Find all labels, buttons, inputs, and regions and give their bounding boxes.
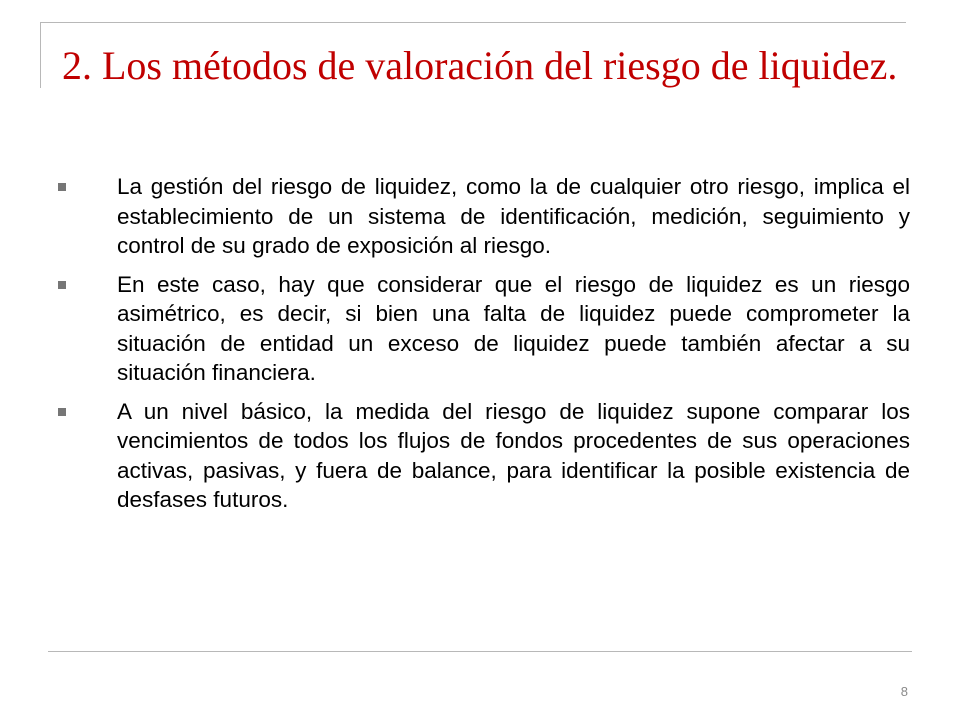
- page-number: 8: [900, 684, 908, 699]
- bullet-item: [58, 270, 910, 388]
- slide-title: 2. Los métodos de valoración del riesgo de liquidez.: [62, 43, 898, 88]
- bullet-text: La gestión del riesgo de liquidez, como la de cualquier otro riesgo, implica el establecimiento de un sistema de identificación, medición, seguimiento y control de su grado de exposición al riesgo.: [117, 174, 910, 258]
- square-bullet-icon: [58, 408, 66, 416]
- bullet-text: A un nivel básico, la medida del riesgo de liquidez supone comparar los vencimientos de todos los flujos de fondos procedentes de sus operaciones activas, pasivas, y fuera de balance, para identificar la posible existencia de desfases futuros.: [117, 398, 910, 512]
- left-divider: [40, 22, 41, 88]
- square-bullet-icon: [58, 281, 66, 289]
- bullet-list: [58, 172, 910, 524]
- square-bullet-icon: [58, 183, 66, 191]
- bottom-divider: [48, 651, 912, 652]
- bullet-text: En este caso, hay que considerar que el riesgo de liquidez es un riesgo asimétrico, es decir, si bien una falta de liquidez puede comprometer la situación de entidad un exceso de liquidez puede también afectar a su situación financiera.: [117, 271, 910, 385]
- bullet-item: [58, 397, 910, 515]
- top-divider: [40, 22, 906, 23]
- bullet-item: [58, 172, 910, 261]
